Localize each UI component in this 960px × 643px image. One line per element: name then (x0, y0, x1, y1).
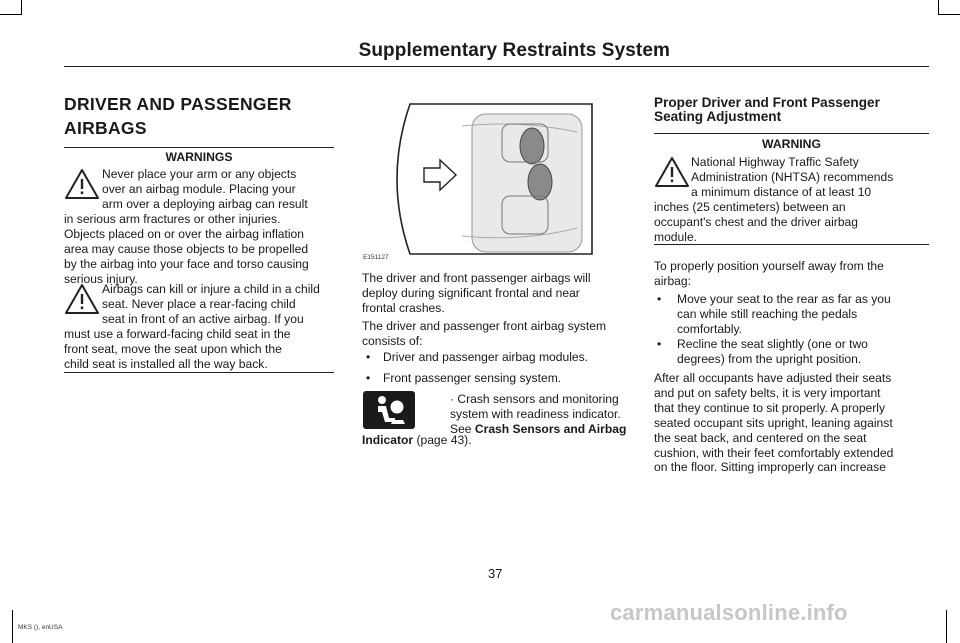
text-line: Recline the seat slightly (one or two (677, 337, 868, 351)
text-line: Objects placed on or over the airbag inflation (64, 226, 305, 241)
text-line: Airbags can kill or injure a child in a child (102, 282, 320, 296)
section-title-line2: AIRBAGS (64, 118, 147, 138)
page-header-title: Supplementary Restraints System (358, 40, 670, 61)
right-warning-full-text (654, 200, 929, 245)
text-line: by the airbag into your face and torso causing (64, 256, 309, 271)
bullet-dot: • (657, 292, 662, 306)
section-title-line1: DRIVER AND PASSENGER (64, 94, 292, 114)
text-line: area may cause those objects to be propelled (64, 241, 309, 256)
warning-triangle-icon (64, 168, 100, 200)
see-reference-line2 (362, 433, 637, 448)
indicator-text (450, 392, 630, 437)
warning-triangle-icon (654, 156, 690, 188)
right-paragraph-1 (654, 259, 934, 289)
airbag-deployment-illustration (362, 96, 632, 266)
text-line: on the floor. Sitting improperly can increase (654, 460, 886, 475)
text-line: a minimum distance of at least 10 (691, 184, 872, 199)
title-line: Seating Adjustment (654, 109, 782, 124)
text-line: The driver and front passenger airbags will (362, 271, 591, 285)
warnings-heading: WARNINGS (165, 150, 233, 164)
see-link-text[interactable]: Indicator (362, 433, 414, 447)
text-line: can while still reaching the pedals (677, 306, 858, 321)
crop-mark (21, 0, 22, 15)
warning-triangle-icon (64, 283, 100, 315)
bullet-dot: • (366, 371, 371, 385)
text-line: The driver and passenger front airbag system (362, 319, 607, 333)
watermark: carmanualsonline.info (610, 600, 848, 625)
text-line: arm over a deploying airbag can result (102, 196, 308, 211)
middle-paragraph-2 (362, 319, 637, 349)
crop-mark (938, 0, 939, 15)
text-line: system with readiness indicator. (450, 406, 621, 421)
text-line: degrees) from the upright position. (677, 351, 862, 366)
crop-mark (0, 14, 22, 15)
warning1-indented-text (102, 167, 337, 212)
text-line: seat. Never place a rear-facing child (102, 296, 296, 311)
footer-model-code: MKS (), enUSA (18, 624, 63, 631)
text-line: occupant's chest and the driver airbag (654, 214, 858, 229)
bullet-text (677, 292, 937, 337)
text-line: · Crash sensors and monitoring (450, 392, 619, 406)
text-line: front seat, move the seat upon which the (64, 341, 282, 356)
text-line: consists of: (362, 333, 423, 348)
see-link-text[interactable]: Crash Sensors and Airbag (474, 421, 627, 436)
text-line: over an airbag module. Placing your (102, 181, 296, 196)
text-line: in serious arm fractures or other injuries. (64, 212, 281, 226)
crop-mark (946, 610, 947, 643)
warning2-indented-text (102, 282, 342, 327)
text-line: and put on safety belts, it is very important (654, 385, 881, 400)
warning-heading: WARNING (762, 137, 821, 151)
warning-bottom-rule (654, 244, 929, 245)
text-line: the seat back, and centered on the seat (654, 430, 867, 445)
title-line: Proper Driver and Front Passenger (654, 95, 880, 110)
text-line: comfortably. (677, 321, 742, 336)
bullet-text: Driver and passenger airbag modules. (383, 350, 589, 364)
page-reference: (page 43). (413, 433, 472, 447)
figure-code: E151127 (363, 254, 389, 261)
text-line: module. (654, 229, 698, 244)
right-paragraph-2 (654, 371, 939, 475)
middle-paragraph-1 (362, 271, 637, 316)
text-line: airbag: (654, 273, 691, 288)
text-line: frontal crashes. (362, 300, 445, 315)
text-line: Move your seat to the rear as far as you (677, 292, 891, 306)
bullet-text (677, 337, 937, 367)
text-line: National Highway Traffic Safety (691, 155, 859, 169)
crop-mark (938, 14, 960, 15)
text-line: Administration (NHTSA) recommends (691, 169, 894, 184)
bullet-dot: • (657, 337, 662, 351)
warning1-full-text (64, 212, 339, 287)
text-line: deploy during significant frontal and near (362, 285, 580, 300)
bullet-text: Front passenger sensing system. (383, 371, 562, 385)
warning-top-rule (654, 133, 929, 134)
header-rule (64, 66, 929, 67)
page-number: 37 (488, 566, 503, 581)
text-line: cushion, with their feet comfortably extended (654, 445, 894, 460)
right-warning-indented-text (691, 155, 931, 200)
text-line: serious injury. (64, 271, 138, 286)
text-line: After all occupants have adjusted their seats (654, 371, 892, 385)
warning2-full-text (64, 327, 339, 372)
text-line: child seat is installed all the way back. (64, 356, 268, 371)
airbag-indicator-icon (363, 391, 415, 429)
text-line: inches (25 centimeters) between an (654, 200, 846, 214)
crop-mark (12, 610, 13, 643)
warnings-top-rule (64, 147, 334, 148)
subsection-title (654, 96, 929, 124)
text-line: seat in front of an active airbag. If you (102, 311, 304, 326)
text-line: To properly position yourself away from the (654, 259, 884, 273)
text-line: Never place your arm or any objects (102, 167, 297, 181)
see-prefix: See (450, 421, 475, 436)
bullet-dot: • (366, 350, 371, 364)
warnings-bottom-rule (64, 372, 334, 373)
text-line: seated occupant sits upright, leaning against (654, 415, 893, 430)
text-line: must use a forward-facing child seat in the (64, 327, 291, 341)
text-line: that they continue to sit properly. A properly (654, 400, 886, 415)
